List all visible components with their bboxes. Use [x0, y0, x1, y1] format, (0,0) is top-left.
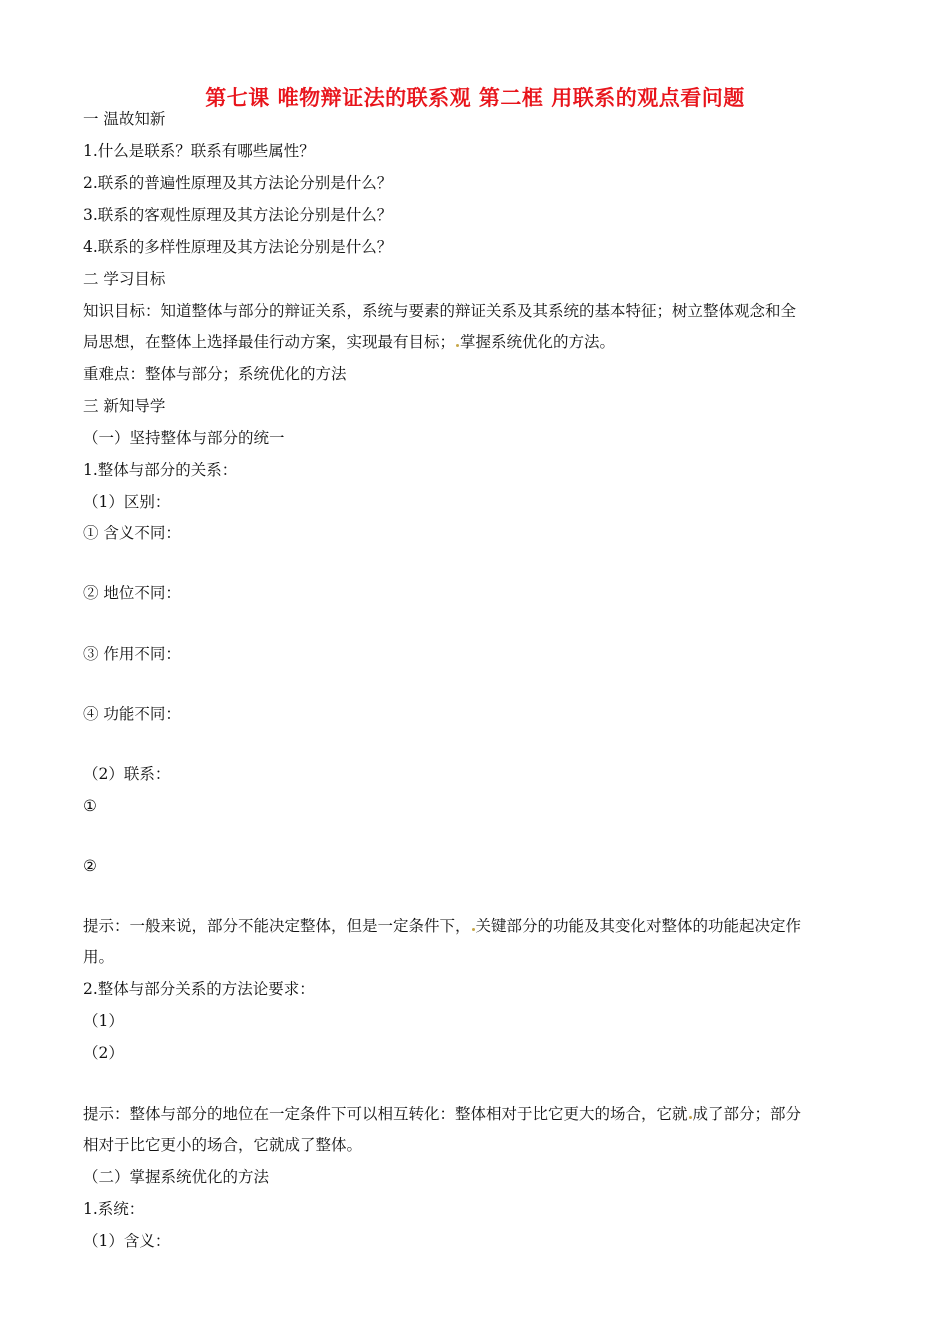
difference-3: ③ 作用不同： — [83, 645, 181, 663]
link-heading: （2）联系： — [83, 765, 171, 783]
methodology-2: （2） — [83, 1044, 124, 1062]
difference-heading: （1）区别： — [83, 493, 171, 511]
system-definition: （1）含义： — [83, 1232, 171, 1250]
difference-1: ① 含义不同： — [83, 524, 181, 542]
hint-2-line-2: 相对于比它更小的场合，它就成了整体。 — [83, 1136, 363, 1154]
item-system: 1.系统： — [83, 1200, 145, 1218]
difference-2: ② 地位不同： — [83, 584, 181, 602]
item-methodology: 2.整体与部分关系的方法论要求： — [83, 980, 315, 998]
section-heading-study: 三 新知导学 — [83, 397, 166, 415]
difference-4: ④ 功能不同： — [83, 705, 181, 723]
knowledge-goal-text-b: 局思想，在整体上选择最佳行动方案，实现最有目标； — [83, 333, 456, 351]
review-question-3: 3.联系的客观性原理及其方法论分别是什么？ — [83, 206, 393, 224]
hint-2-text-a: 提示：整体与部分的地位在一定条件下可以相互转化：整体相对于比它更大的场合，它就 — [83, 1105, 688, 1123]
key-points: 重难点：整体与部分；系统优化的方法 — [83, 365, 347, 383]
subsection-whole-part: （一）坚持整体与部分的统一 — [83, 429, 285, 447]
review-question-4: 4.联系的多样性原理及其方法论分别是什么？ — [83, 238, 393, 256]
speck-mark — [456, 344, 459, 347]
hint-1-line-2: 用。 — [83, 948, 115, 966]
knowledge-goal-text-c: 掌握系统优化的方法。 — [460, 333, 616, 351]
lesson-title: 第七课 唯物辩证法的联系观 第二框 用联系的观点看问题 — [205, 86, 745, 110]
hint-2-line-1 — [83, 1103, 801, 1125]
section-heading-goals: 二 学习目标 — [83, 270, 166, 288]
item-relation: 1.整体与部分的关系： — [83, 461, 238, 479]
link-2: ② — [83, 857, 97, 875]
methodology-1: （1） — [83, 1012, 124, 1030]
speck-mark — [472, 928, 475, 931]
review-question-2: 2.联系的普遍性原理及其方法论分别是什么？ — [83, 174, 393, 192]
knowledge-goal-line-2 — [83, 331, 615, 353]
speck-mark — [689, 1116, 692, 1119]
hint-2-text-b: 成了部分；部分 — [692, 1105, 802, 1123]
knowledge-goal-line-1: 知识目标：知道整体与部分的辩证关系，系统与要素的辩证关系及其系统的基本特征；树立整体观念和全 — [83, 302, 797, 320]
section-heading-review: 一 温故知新 — [83, 110, 166, 128]
hint-1-text-b: 关键部分的功能及其变化对整体的功能起决定作 — [475, 917, 802, 935]
subsection-system-optimization: （二）掌握系统优化的方法 — [83, 1168, 270, 1186]
link-1: ① — [83, 797, 97, 815]
hint-1-text-a: 提示：一般来说，部分不能决定整体，但是一定条件下， — [83, 917, 471, 935]
hint-1-line-1 — [83, 915, 801, 937]
review-question-1: 1.什么是联系？联系有哪些属性？ — [83, 142, 315, 160]
